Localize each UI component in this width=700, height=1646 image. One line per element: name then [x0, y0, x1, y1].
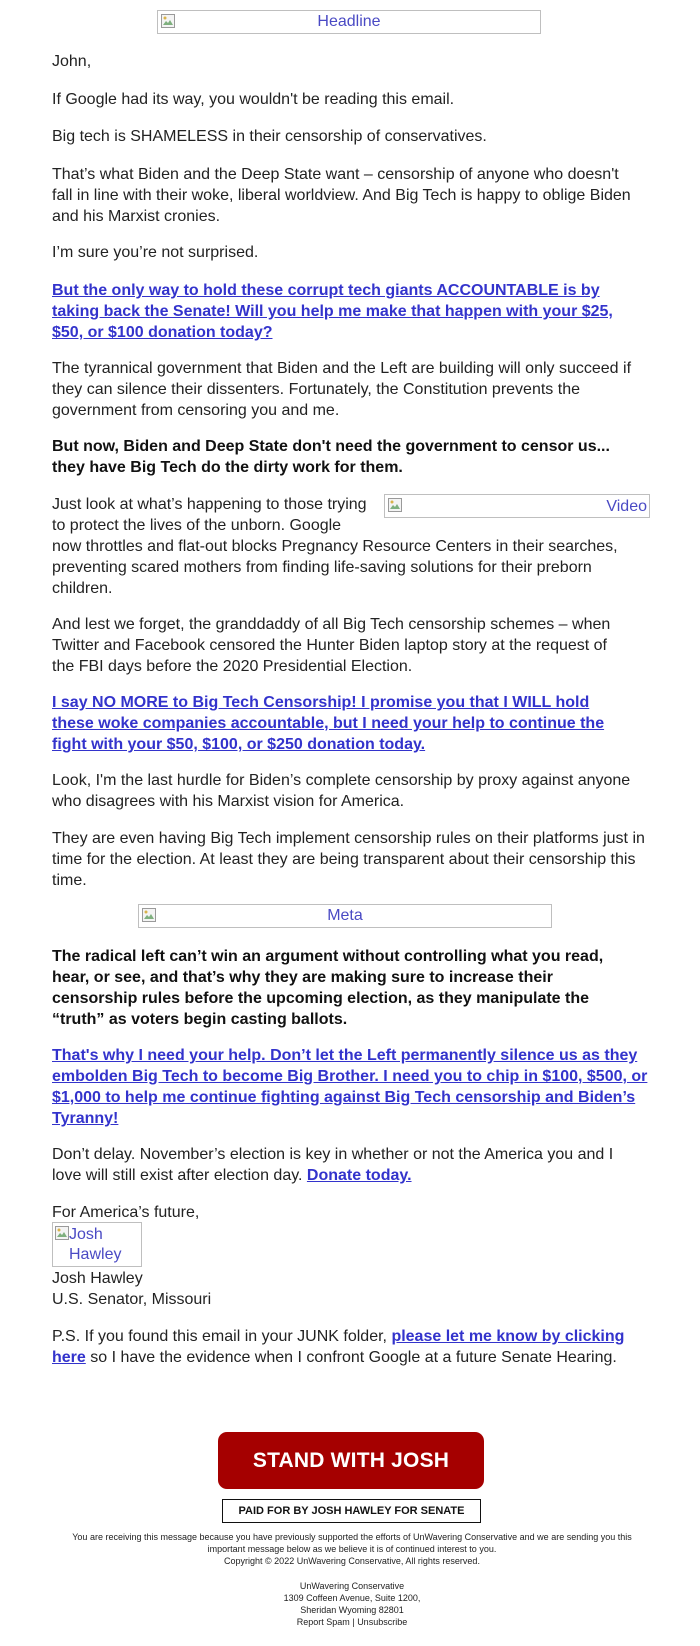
- donate-link-2[interactable]: I say NO MORE to Big Tech Censorship! I promise you that I WILL hold these woke companies accountable, but I need your help to continue the fight with your $50, $100, or $250 donation today.: [52, 694, 605, 753]
- unborn-section: [52, 494, 650, 599]
- report-spam-link[interactable]: Report Spam: [296, 1617, 350, 1627]
- paragraph-9: They are even having Big Tech implement censorship rules on their platforms just in time for the election. At least they are being transparent about their censorship this time.: [52, 830, 645, 889]
- footer-copyright: Copyright © 2022 UnWavering Conservative, All rights reserved.: [224, 1556, 480, 1566]
- donate-link-1[interactable]: But the only way to hold these corrupt tech giants ACCOUNTABLE is by taking back the Senate! Will you help me make that happen with your $25, $50, or $100 donation today?: [52, 282, 613, 341]
- footer-address-2: Sheridan Wyoming 82801: [300, 1605, 404, 1615]
- broken-image-icon: [161, 14, 175, 28]
- video-image-alt: Video: [606, 497, 647, 515]
- headline-image-alt: Headline: [317, 13, 381, 30]
- broken-image-icon: [388, 498, 402, 512]
- signature-name: Josh Hawley: [52, 1270, 143, 1287]
- video-image[interactable]: [384, 494, 650, 518]
- junk-folder-link[interactable]: please let me know by clicking here: [52, 1328, 625, 1366]
- signature-title: U.S. Senator, Missouri: [52, 1291, 212, 1308]
- meta-image-alt: Meta: [327, 907, 363, 924]
- footer-separator: |: [352, 1617, 355, 1627]
- paragraph-7: And lest we forget, the granddaddy of all Big Tech censorship schemes – when Twitter and Facebook censored the Hunter Biden laptop story at the request of the FBI days before the 2020 Presidential Election.: [52, 616, 611, 675]
- paragraph-2: Big tech is SHAMELESS in their censorship of conservatives.: [52, 128, 487, 145]
- closing: For America’s future,: [52, 1204, 200, 1221]
- unsubscribe-link[interactable]: Unsubscribe: [357, 1617, 408, 1627]
- footer-links: [52, 1616, 652, 1628]
- paragraph-10-text: Don’t delay. November’s election is key in whether or not the America you and I love will still exist after election day.: [52, 1146, 614, 1184]
- paragraph-1: If Google had its way, you wouldn't be reading this email.: [52, 91, 455, 108]
- meta-image: [138, 904, 552, 928]
- postscript-text-2: so I have the evidence when I confront Google at a future Senate Hearing.: [90, 1349, 617, 1366]
- signature-image-alt: Josh Hawley: [69, 1226, 122, 1263]
- paragraph-5: The tyrannical government that Biden and the Left are building will only succeed if they can silence their dissenters. Fortunately, the Constitution prevents the government from censoring you and me.: [52, 360, 632, 419]
- postscript: [52, 1326, 632, 1368]
- footer-org: UnWavering Conservative: [299, 1581, 405, 1591]
- paragraph-3: That’s what Biden and the Deep State want – censorship of anyone who doesn't fall in line with their woke, liberal worldview. And Big Tech is happy to oblige Biden and his Marxist cronies.: [52, 166, 631, 225]
- bold-statement-1: But now, Biden and Deep State don't need the government to censor us... they have Big Tech do the dirty work for them.: [52, 438, 610, 476]
- footer-notice: You are receiving this message because you have previously supported the efforts of UnWavering Conservative and we are sending you this important message below as we believe it is of continued interest to you.: [72, 1532, 632, 1554]
- bold-statement-2: The radical left can’t win an argument without controlling what you read, hear, or see, and that’s why they are making sure to increase their censorship rules before the upcoming election, as they manipulate the “truth” as voters begin casting ballots.: [52, 948, 604, 1028]
- paragraph-8: Look, I'm the last hurdle for Biden’s complete censorship by proxy against anyone who disagrees with his Marxist vision for America.: [52, 772, 631, 810]
- stand-with-josh-button[interactable]: STAND WITH JOSH: [218, 1432, 484, 1489]
- paid-for-disclaimer: PAID FOR BY JOSH HAWLEY FOR SENATE: [222, 1499, 481, 1523]
- broken-image-icon: [142, 908, 156, 922]
- broken-image-icon: [55, 1226, 69, 1240]
- greeting: John,: [52, 53, 92, 70]
- postscript-text-1: P.S. If you found this email in your JUNK folder,: [52, 1328, 387, 1345]
- donate-link-3[interactable]: That's why I need your help. Don’t let the Left permanently silence us as they embolden Big Tech to become Big Brother. I need you to chip in $100, $500, or $1,000 to help me continue fighting against Big Tech censorship and Biden’s Tyranny!: [52, 1047, 648, 1127]
- donate-today-link[interactable]: Donate today.: [306, 1167, 412, 1184]
- signature-image: [52, 1222, 142, 1267]
- paragraph-4: I’m sure you’re not surprised.: [52, 244, 259, 261]
- paragraph-10: [52, 1144, 632, 1186]
- footer-address-1: 1309 Coffeen Avenue, Suite 1200,: [283, 1593, 421, 1603]
- headline-image: [157, 10, 541, 34]
- paragraph-6: Just look at what’s happening to those trying to protect the lives of the unborn. Google now throttles and flat-out blocks Pregnancy Resource Centers in their searches, preventing scared mothers from finding life-saving solutions for their preborn children.: [52, 496, 618, 597]
